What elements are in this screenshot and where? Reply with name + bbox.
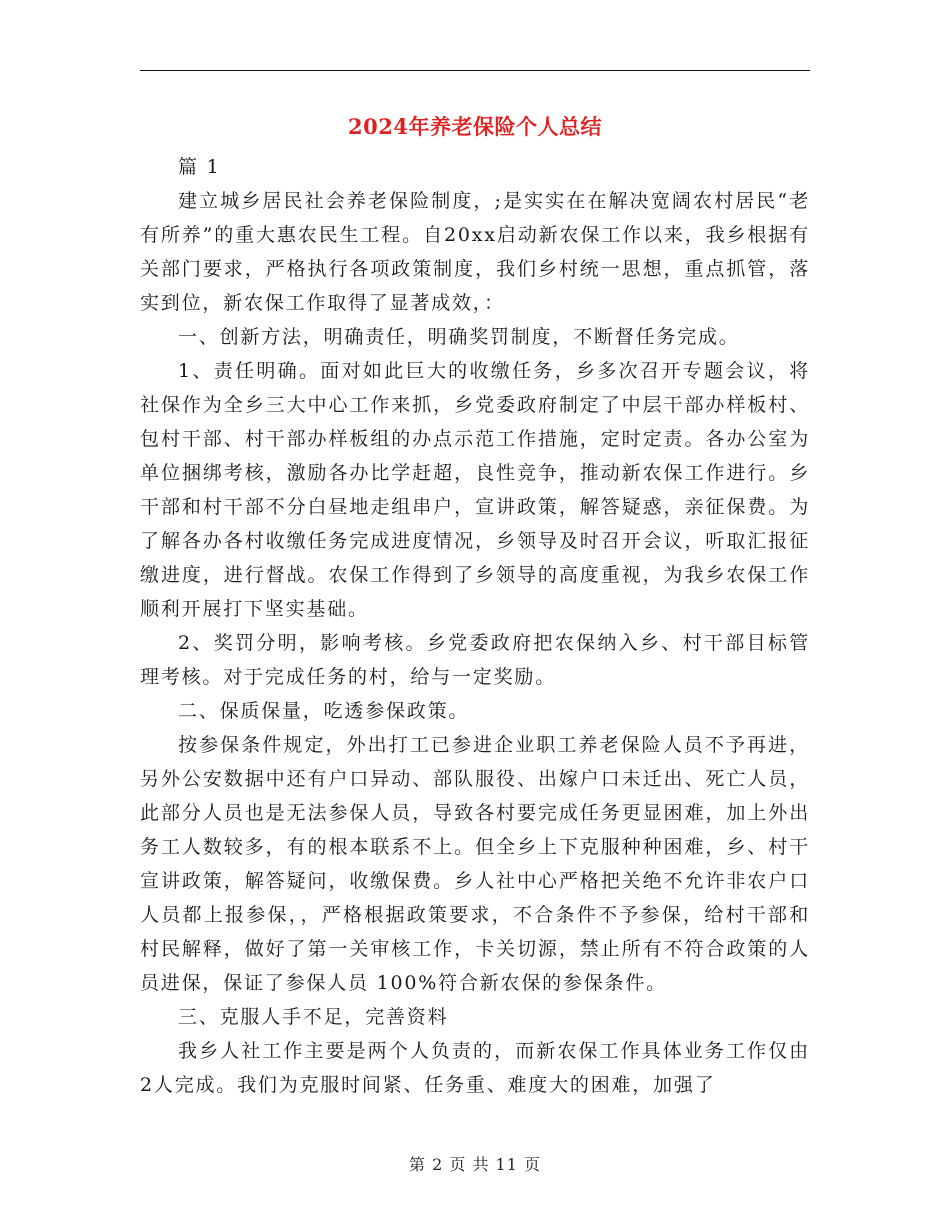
section-heading: 二、保质保量，吃透参保政策。 — [178, 700, 470, 722]
document-body — [140, 150, 810, 1102]
header-rule — [140, 70, 810, 71]
document-title: 2024年养老保险个人总结 — [348, 114, 602, 139]
paragraph: 2、奖罚分明，影响考核。乡党委政府把农保纳入乡、村干部目标管理考核。对于完成任务的村，给与一定奖励。 — [140, 632, 810, 688]
section-heading: 一、创新方法，明确责任，明确奖罚制度，不断督任务完成。 — [178, 326, 740, 348]
paragraph: 按参保条件规定，外出打工已参进企业职工养老保险人员不予再进，另外公安数据中还有户口异动、部队服役、出嫁户口未迁出、死亡人员，此部分人员也是无法参保人员，导致各村要完成任务更显困难，加上外出务工人数较多，有的根本联系不上。但全乡上下克服种种困难，乡、村干宣讲政策，解答疑问，收缴保费。乡人社中心严格把关绝不允许非农户口人员都上报参保，，严格根据政策要求，不合条件不予参保，给村干部和村民解释，做好了第一关审核工作，卡关切源，禁止所有不符合政策的人员进保，保证了参保人员 100%符合新农保的参保条件。 — [140, 734, 810, 994]
section-heading: 三、克服人手不足，完善资料 — [178, 1006, 449, 1028]
page-number: 第 2 页 共 11 页 — [409, 1155, 541, 1174]
section-label: 篇 1 — [178, 156, 221, 178]
paragraph: 我乡人社工作主要是两个人负责的，而新农保工作具体业务工作仅由2人完成。我们为克服时间紧、任务重、难度大的困难，加强了 — [140, 1040, 810, 1096]
paragraph: 建立城乡居民社会养老保险制度，;是实实在在解决宽阔农村居民“老有所养”的重大惠农民生工程。自20xx启动新农保工作以来，我乡根据有关部门要求，严格执行各项政策制度，我们乡村统一思想，重点抓管，落实到位，新农保工作取得了显著成效，： — [140, 190, 810, 314]
paragraph: 1、责任明确。面对如此巨大的收缴任务，乡多次召开专题会议，将社保作为全乡三大中心工作来抓，乡党委政府制定了中层干部办样板村、包村干部、村干部办样板组的办点示范工作措施，定时定责。各办公室为单位捆绑考核，激励各办比学赶超，良性竞争，推动新农保工作进行。乡干部和村干部不分白昼地走组串户，宣讲政策，解答疑惑，亲征保费。为了解各办各村收缴任务完成进度情况，乡领导及时召开会议，听取汇报征缴进度，进行督战。农保工作得到了乡领导的高度重视，为我乡农保工作顺利开展打下坚实基础。 — [140, 360, 810, 620]
